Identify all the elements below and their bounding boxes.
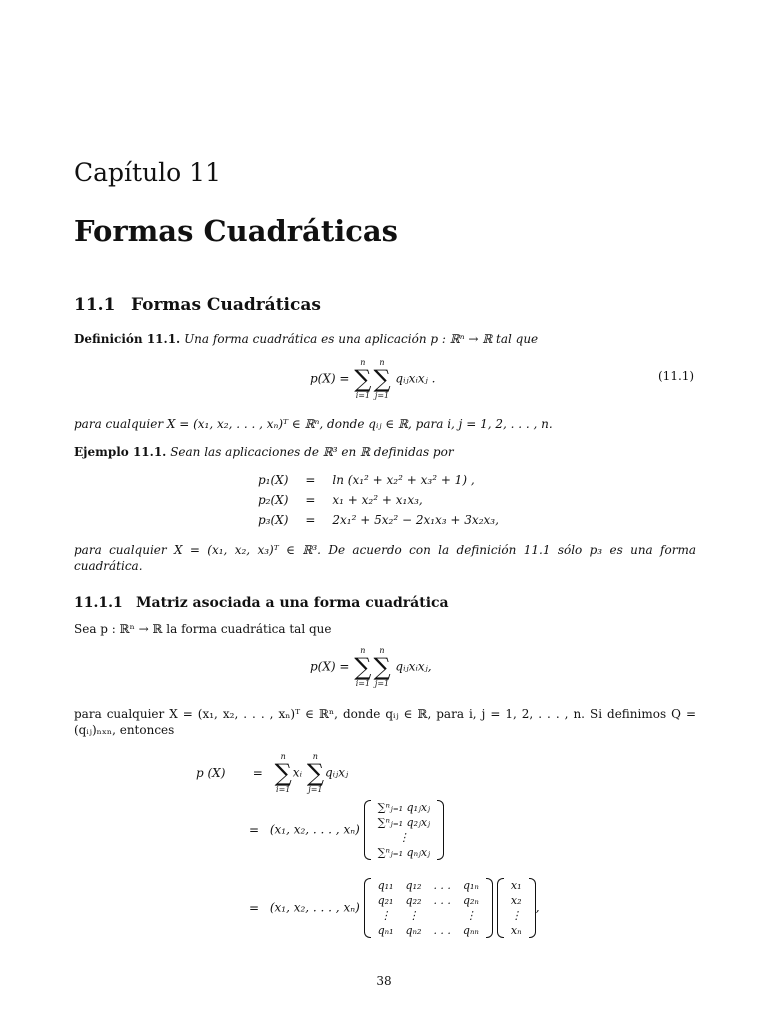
- sum-j: n ∑ j=1: [373, 358, 391, 400]
- example-paragraph: [74, 444, 696, 460]
- chapter-title: Formas Cuadráticas: [74, 214, 399, 248]
- page-number: 38: [376, 974, 392, 988]
- definition-label: Definición 11.1.: [74, 332, 181, 346]
- definition-after: para cualquier X = (x₁, x₂, . . . , xₙ)ᵀ ∈ ℝⁿ, donde qᵢⱼ ∈ ℝ, para i, j = 1, 2, . . . , n.: [74, 417, 553, 431]
- matrix-cell: . . .: [433, 924, 451, 937]
- matrix-cell: q₂₂: [405, 894, 422, 907]
- derivation-row-3: = (x₁, x₂, . . . , xₙ) q₁₁ q₁₂ . . . q₁ₙ q₂₁ q₂₂ . . . q₂ₙ ⋮ ⋮ ⋮ qₙ₁ qₙ₂ . . . qₙₙ x₁ x₂ ⋮ xₙ ,: [248, 879, 540, 937]
- chapter-label: Capítulo 11: [74, 158, 221, 187]
- column-entry: ∑ⁿⱼ₌₁ q₂ⱼxⱼ: [377, 816, 431, 829]
- sum-j: n ∑ j=1: [306, 752, 324, 794]
- matrix-intro: Sea p : ℝⁿ → ℝ la forma cuadrática tal que: [74, 622, 332, 636]
- equation-number: (11.1): [658, 369, 695, 383]
- vector-entry: ⋮: [510, 909, 522, 922]
- section-title: Formas Cuadráticas: [131, 295, 321, 315]
- vector-entry: x₁: [510, 879, 522, 892]
- column-entry: ∑ⁿⱼ₌₁ q₁ⱼxⱼ: [377, 801, 431, 814]
- derivation-row-2: = (x₁, x₂, . . . , xₙ) ∑ⁿⱼ₌₁ q₁ⱼxⱼ ∑ⁿⱼ₌₁ q₂ⱼxⱼ ⋮ ∑ⁿⱼ₌₁ qₙⱼxⱼ: [242, 800, 444, 860]
- example-label: Ejemplo 11.1.: [74, 445, 167, 459]
- section-number: 11.1: [74, 295, 116, 315]
- matrix-cell: qₙ₂: [405, 924, 422, 937]
- subsection-heading: [74, 595, 449, 611]
- vector-entry: xₙ: [510, 924, 522, 937]
- derivation-row-1: p (X) = n ∑ i=1 xᵢ n ∑ j=1 qᵢⱼxⱼ: [196, 752, 349, 794]
- matrix-cell: q₁₂: [405, 879, 422, 892]
- example-row: p₃(X) = 2x₁² + 5x₂² − 2x₁x₃ + 3x₂x₃,: [258, 513, 499, 527]
- matrix-equation: p(X) = n ∑ i=1 n ∑ j=1 qᵢⱼxᵢxⱼ,: [310, 646, 432, 688]
- matrix-cell: q₂ₙ: [462, 894, 479, 907]
- matrix-cell: q₁ₙ: [462, 879, 479, 892]
- x-vector: [497, 878, 536, 938]
- subsection-title: Matriz asociada a una forma cuadrática: [136, 595, 449, 611]
- matrix-cell: qₙₙ: [462, 924, 479, 937]
- definition-paragraph: [74, 331, 696, 347]
- example-row: p₂(X) = x₁ + x₂² + x₁x₃,: [258, 493, 423, 507]
- column-entry: ∑ⁿⱼ₌₁ qₙⱼxⱼ: [377, 846, 431, 859]
- sum-i: n ∑ i=1: [274, 752, 292, 794]
- matrix-cell: q₁₁: [377, 879, 394, 892]
- matrix-cell: . . .: [433, 894, 451, 907]
- subsection-number: 11.1.1: [74, 595, 123, 611]
- definition-equation: [310, 358, 435, 400]
- sum-i: n ∑ i=1: [354, 646, 372, 688]
- matrix-after: para cualquier X = (x₁, x₂, . . . , xₙ)ᵀ ∈ ℝⁿ, donde qᵢⱼ ∈ ℝ, para i, j = 1, 2, . . . , n. Si definimos Q = (qᵢⱼ)ₙₓₙ, entonces: [74, 707, 696, 737]
- matrix-cell: ⋮: [380, 909, 392, 922]
- column-entry: ⋮: [398, 831, 410, 844]
- matrix-cell: qₙ₁: [377, 924, 394, 937]
- equation-term: qᵢⱼxᵢxⱼ .: [395, 371, 436, 386]
- q-matrix: [364, 878, 493, 938]
- definition-text: Una forma cuadrática es una aplicación p : ℝⁿ → ℝ tal que: [184, 332, 539, 346]
- matrix-cell: q₂₁: [377, 894, 394, 907]
- matrix-cell: ⋮: [407, 909, 419, 922]
- matrix-cell: . . .: [433, 879, 451, 892]
- section-heading: [74, 295, 321, 315]
- example-equations: [252, 470, 505, 530]
- vector-entry: x₂: [510, 894, 522, 907]
- sum-i: n ∑ i=1: [354, 358, 372, 400]
- column-vector: [364, 800, 444, 860]
- example-text: Sean las aplicaciones de ℝ³ en ℝ definidas por: [170, 445, 454, 459]
- equation-lhs: p(X) =: [310, 371, 350, 386]
- example-row: p₁(X) = ln (x₁² + x₂² + x₃² + 1) ,: [258, 473, 475, 487]
- matrix-cell: ⋮: [465, 909, 477, 922]
- matrix-cell: [427, 908, 456, 923]
- sum-j: n ∑ j=1: [373, 646, 391, 688]
- example-after: para cualquier X = (x₁, x₂, x₃)ᵀ ∈ ℝ³. De acuerdo con la definición 11.1 sólo p₃ es una forma cuadrática.: [74, 543, 696, 573]
